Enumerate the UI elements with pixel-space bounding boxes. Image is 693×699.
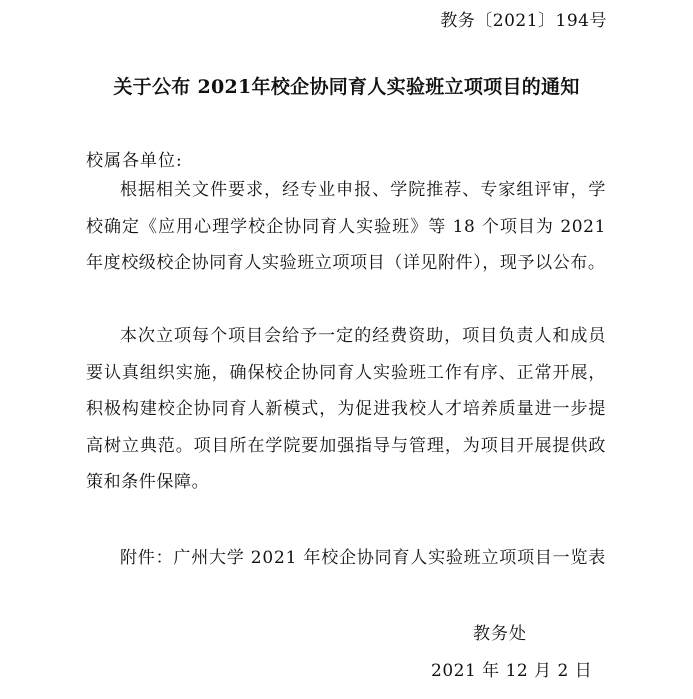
issuer-signature: 教务处: [473, 624, 527, 644]
document-number: 教务〔2021〕194号: [440, 11, 607, 31]
body-paragraph: 本次立项每个项目会给予一定的经费资助，项目负责人和成员要认真组织实施，确保校企协同育人实验班工作有序、正常开展，积极构建校企协同育人新模式，为促进我校人才培养质量进一步提高树立典范。项目所在学院要加强指导与管理，为项目开展提供政策和条件保障。: [86, 326, 606, 492]
attachment-line: 附件：广州大学 2021 年校企协同育人实验班立项项目一览表: [120, 548, 607, 568]
addressee: 校属各单位:: [86, 151, 183, 171]
document-title: 关于公布 2021年校企协同育人实验班立项项目的通知: [113, 76, 580, 98]
issue-date: 2021 年 12 月 2 日: [431, 661, 593, 681]
body-paragraph: 根据相关文件要求，经专业申报、学院推荐、专家组评审，学校确定《应用心理学校企协同育人实验班》等 18 个项目为 2021 年度校级校企协同育人实验班立项项目（详见附件），现予以公布。: [86, 180, 606, 273]
